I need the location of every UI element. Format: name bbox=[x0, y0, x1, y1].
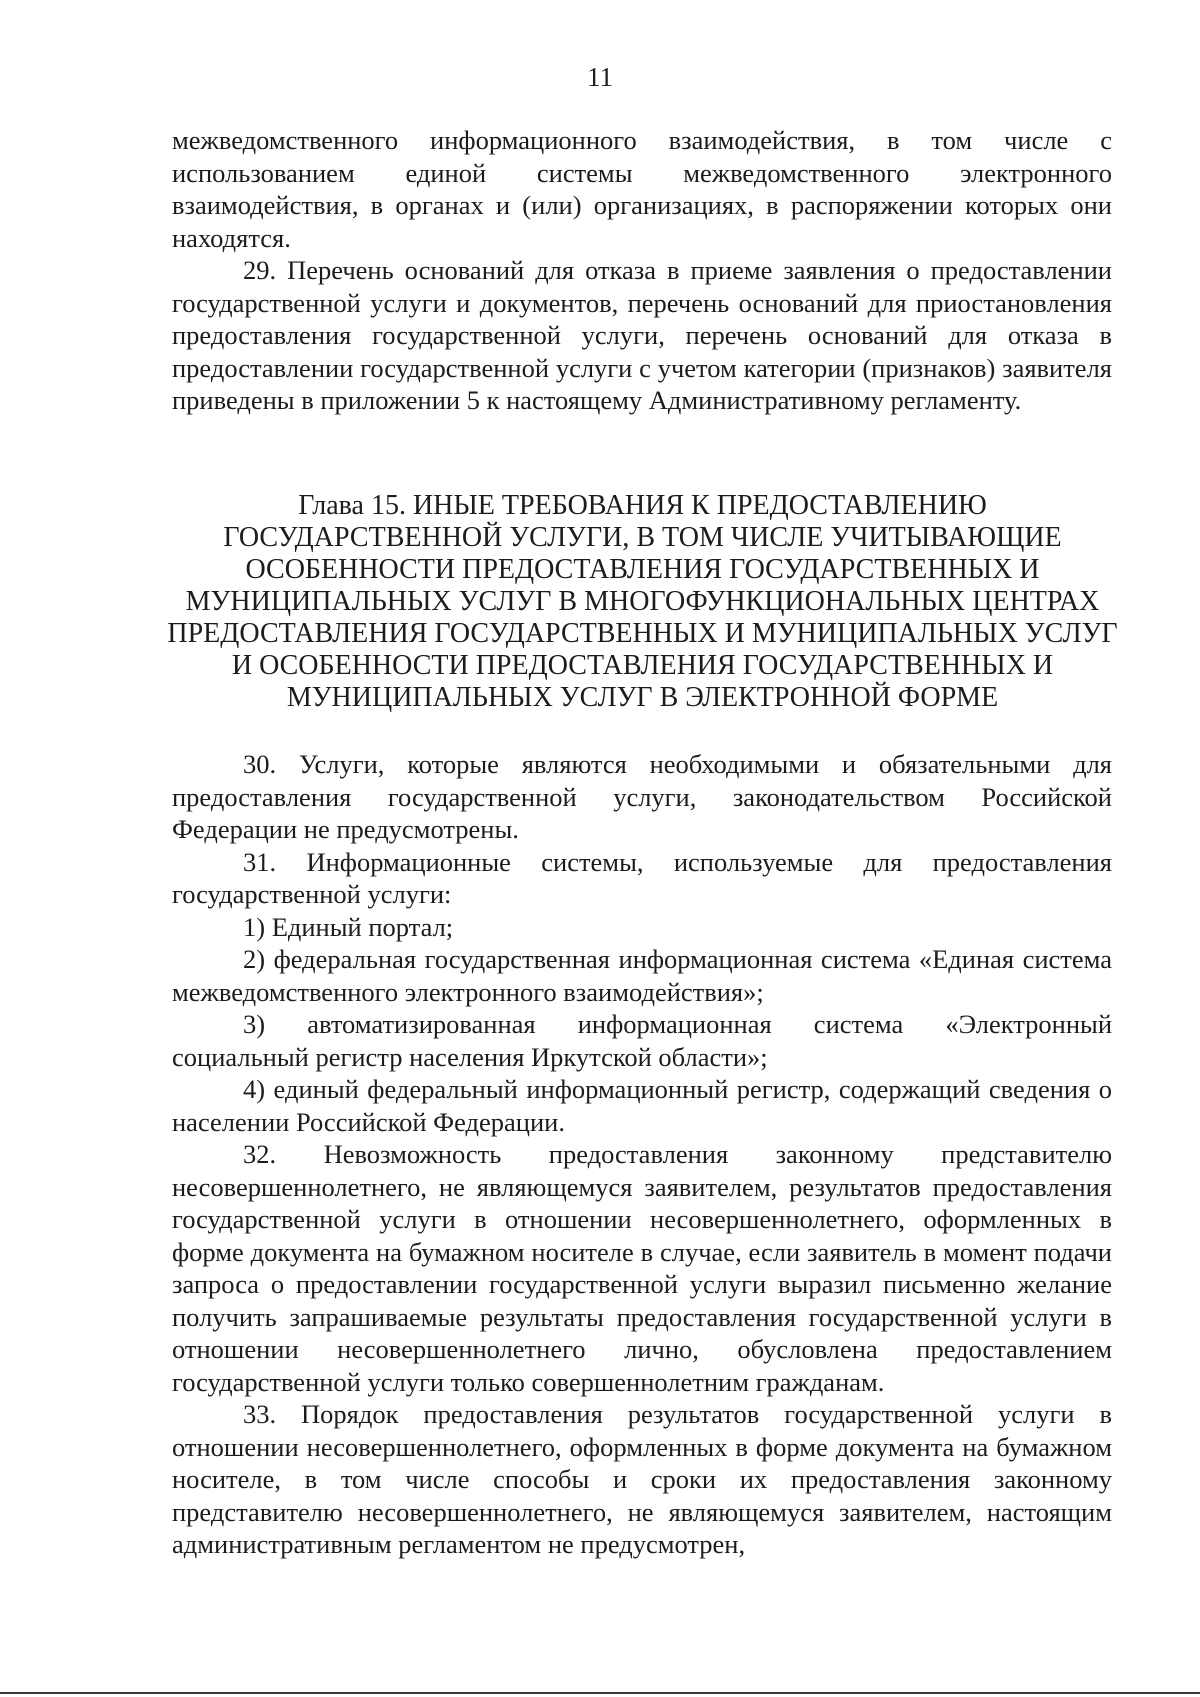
list-item-2: 2) федеральная государственная информационная система «Единая система межведомственного электронного взаимодействия»; bbox=[172, 944, 1112, 1007]
list-item-4: 4) единый федеральный информационный регистр, содержащий сведения о населении Российской Федерации. bbox=[172, 1074, 1112, 1137]
paragraph-31: 31. Информационные системы, используемые для предоставления государственной услуги: bbox=[172, 846, 1112, 909]
paragraph-29: 29. Перечень оснований для отказа в приеме заявления о предоставлении государственной услуги и документов, перечень оснований для приостановления предоставления государственной услуги, перечень оснований для отказа в предоставлении государственной услуги с учетом категории (признаков) заявителя приведены в приложении 5 к настоящему Административному регламенту. bbox=[172, 255, 1112, 415]
list-item-3: 3) автоматизированная информационная система «Электронный социальный регистр населения Иркутской области»; bbox=[172, 1009, 1112, 1072]
chapter-heading: Глава 15. ИНЫЕ ТРЕБОВАНИЯ К ПРЕДОСТАВЛЕНИЮ ГОСУДАРСТВЕННОЙ УСЛУГИ, В ТОМ ЧИСЛЕ УЧИТЫВАЮЩИЕ ОСОБЕННОСТИ ПРЕДОСТАВЛЕНИЯ ГОСУДАРСТВЕННЫХ И МУНИЦИПАЛЬНЫХ УСЛУГ В МНОГОФУНКЦИОНАЛЬНЫХ ЦЕНТРАХ ПРЕДОСТАВЛЕНИЯ ГОСУДАРСТВЕННЫХ И МУНИЦИПАЛЬНЫХ УСЛУГ И ОСОБЕННОСТИ ПРЕДОСТАВЛЕНИЯ ГОСУДАРСТВЕННЫХ И МУНИЦИПАЛЬНЫХ УСЛУГ В ЭЛЕКТРОННОЙ ФОРМЕ bbox=[167, 490, 1118, 713]
top-text-block bbox=[172, 124, 1112, 417]
bottom-text-block bbox=[172, 748, 1112, 1561]
bottom-scan-edge bbox=[0, 1692, 1200, 1694]
paragraph-continuation: межведомственного информационного взаимодействия, в том числе с использованием единой системы межведомственного электронного взаимодействия, в органах и (или) организациях, в распоряжении которых они находятся. bbox=[172, 125, 1112, 253]
paragraph-30: 30. Услуги, которые являются необходимыми и обязательными для предоставления государственной услуги, законодательством Российской Федерации не предусмотрены. bbox=[172, 749, 1112, 844]
paragraph-33: 33. Порядок предоставления результатов государственной услуги в отношении несовершеннолетнего, оформленных в форме документа на бумажном носителе, в том числе способы и сроки их предоставления законному представителю несовершеннолетнего, не являющемуся заявителем, настоящим административным регламентом не предусмотрен, bbox=[172, 1399, 1112, 1559]
paragraph-32: 32. Невозможность предоставления законному представителю несовершеннолетнего, не являющемуся заявителем, результатов предоставления государственной услуги в отношении несовершеннолетнего, оформленных в форме документа на бумажном носителе в случае, если заявитель в момент подачи запроса о предоставлении государственной услуги выразил письменно желание получить запрашиваемые результаты предоставления государственной услуги в отношении несовершеннолетнего лично, обусловлена предоставлением государственной услуги только совершеннолетним гражданам. bbox=[172, 1139, 1112, 1397]
list-item-1: 1) Единый портал; bbox=[243, 911, 454, 942]
page-number: 11 bbox=[587, 62, 613, 92]
